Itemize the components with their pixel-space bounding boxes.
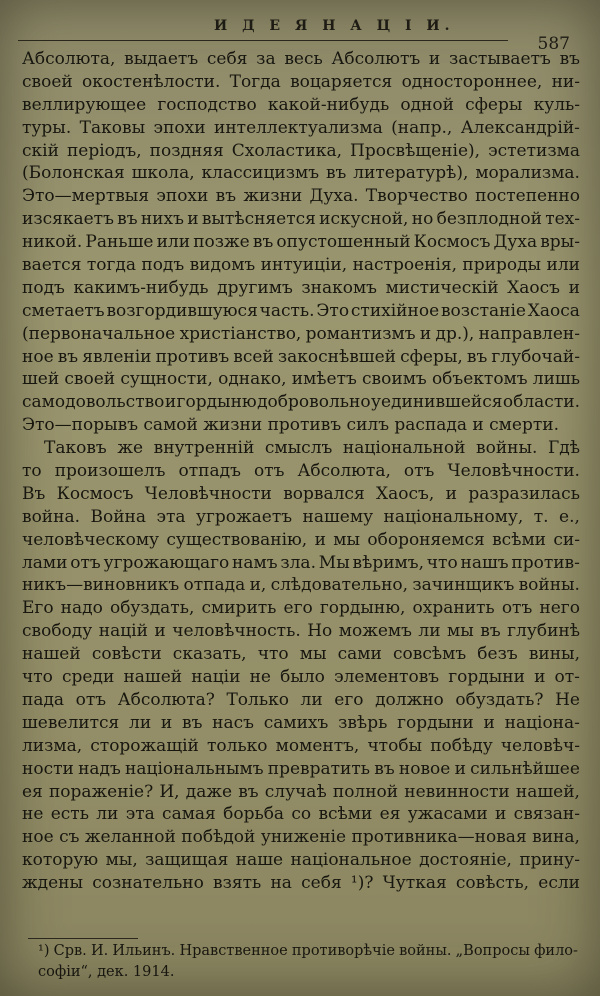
text-line: своей окостенѣлости. Тогда воцаряется одностороннее, ни- [22, 71, 580, 92]
footnote-line: софіи“, дек. 1914. [38, 964, 175, 980]
footnote-line: ¹) Срв. И. Ильинъ. Нравственное противорѣчіе войны. „Вопросы фило- [38, 943, 578, 959]
text-line: вается тогда подъ видомъ интуиціи, настроенія, природы или [22, 255, 580, 276]
header-rule [18, 40, 508, 41]
text-line: лизма, сторожащій только моментъ, чтобы побѣду человѣч- [22, 735, 580, 756]
text-line: изсякаетъ въ нихъ и вытѣсняется искусной, но безплодной тех- [22, 209, 580, 230]
text-line: лами отъ угрожающаго намъ зла. Мы вѣримъ, что нашъ против- [22, 552, 580, 573]
text-line: то произошелъ отпадъ отъ Абсолюта, отъ Человѣчности. [22, 461, 580, 482]
text-line: (Болонская школа, классицизмъ въ литературѣ), морализма. [22, 163, 580, 184]
text-line: человѣческому существованію, и мы обороняемся всѣми си- [22, 529, 580, 550]
footnote [38, 941, 578, 983]
body-text [22, 48, 580, 895]
text-line: подъ какимъ-нибудь другимъ знакомъ мистическій Хаосъ и [22, 277, 580, 298]
text-line: (первоначальное христіанство, романтизмъ и др.), направлен- [22, 323, 580, 344]
text-line: Въ Космосъ Человѣчности ворвался Хаосъ, и разразилась [22, 483, 580, 504]
text-line: Абсолюта, выдаетъ себя за весь Абсолютъ и застываетъ въ [22, 49, 580, 69]
text-line: ждены сознательно взять на себя ¹)? Чуткая совѣсть, если [22, 873, 580, 894]
text-line: ея пораженіе? И, даже въ случаѣ полной невинности нашей, [22, 781, 580, 802]
text-line: пада отъ Абсолюта? Только ли его должно обуздать? Не [22, 689, 580, 710]
text-line: Это—порывъ самой жизни противъ силъ распада и смерти. [22, 415, 559, 436]
text-line: Его надо обуздать, смирить его гордыню, охранить отъ него [22, 598, 580, 619]
text-line: нашей совѣсти сказать, что мы сами совсѣмъ безъ вины, [22, 644, 580, 665]
text-line: туры. Таковы эпохи интеллектуализма (напр., Александрій- [22, 117, 580, 138]
text-line: Это—мертвыя эпохи въ жизни Духа. Творчество постепенно [22, 186, 580, 207]
text-line: скій періодъ, поздняя Схоластика, Просвѣщеніе), эстетизма [22, 140, 580, 161]
text-line: ное съ желанной побѣдой униженіе противника—новая вина, [22, 827, 580, 848]
page-number: 587 [537, 34, 570, 54]
text-line: шевелится ли и въ насъ самихъ звѣрь гордыни и націона- [22, 712, 580, 733]
text-line: которую мы, защищая наше національное достояніе, прину- [22, 850, 580, 871]
text-line: ности надъ національнымъ превратить въ новое и сильнѣйшее [22, 758, 580, 779]
text-line: не есть ли эта самая борьба со всѣми ея ужасами и связан- [22, 804, 580, 825]
text-line: сметаетъ возгордившуюся часть. Это стихійное возстаніе Хаоса [22, 300, 580, 321]
text-line: свободу націй и человѣчность. Но можемъ ли мы въ глубинѣ [22, 621, 580, 642]
text-line: самодовольство и гордыню добровольно уединившейся области. [22, 392, 580, 413]
running-head [0, 4, 600, 54]
footnote-rule [28, 938, 138, 939]
paragraph-start-line: Таковъ же внутренній смыслъ національной войны. Гдѣ [44, 438, 580, 459]
text-line: шей своей сущности, однако, имѣетъ своимъ объектомъ лишь [22, 369, 580, 390]
text-line: что среди нашей націи не было элементовъ гордыни и от- [22, 667, 580, 688]
text-line: веллирующее господство какой-нибудь одной сферы куль- [22, 94, 580, 115]
text-line: ное въ явленіи противъ всей закоснѣвшей сферы, въ глубочай- [22, 346, 580, 367]
text-line: никъ—виновникъ отпада и, слѣдовательно, зачинщикъ войны. [22, 575, 580, 596]
running-head-title: И Д Е Я Н А Ц І И. [214, 18, 455, 34]
text-line: война. Война эта угрожаетъ нашему національному, т. е., [22, 506, 580, 527]
text-line: никой. Раньше или позже въ опустошенный Космосъ Духа вры- [22, 232, 580, 253]
